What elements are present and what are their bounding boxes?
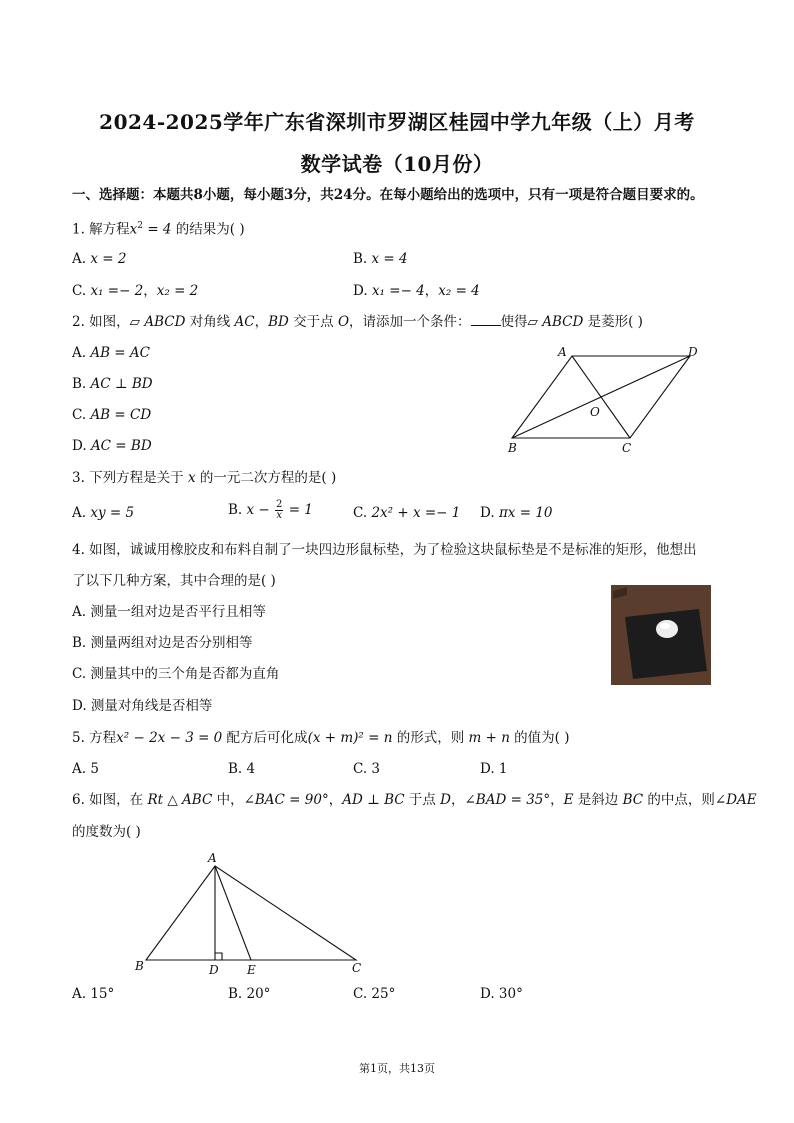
q4-option-c[interactable]: C. 测量其中的三个角是否都为直角 [72, 666, 280, 682]
point-label-o: O [590, 405, 600, 419]
right-triangle-figure [130, 848, 370, 978]
q3-option-c[interactable]: C. 2x² + x =− 1 [353, 505, 461, 521]
answer-blank[interactable] [471, 314, 501, 326]
q1-stem: 1. 解方程$x^2 = 4$ 的结果为( ) [72, 221, 245, 238]
q6-stem-line1: 6. 如图，在 Rt △ ABC 中，∠BAC = 90°，AD ⊥ BC 于点 D，∠BAD = 35°，E 是斜边 BC 的中点，则∠DAE [72, 792, 757, 808]
q5-stem: 5. 方程x² − 2x − 3 = 0 配方后可化成(x + m)² = n 的形式，则 m + n 的值为( ) [72, 730, 570, 746]
q3-option-b[interactable]: B. x − $\frac{2}{x}$ = 1 [228, 499, 313, 521]
page-footer: 第1页，共13页 [359, 1062, 435, 1075]
q1-option-d[interactable]: D. x₁ =− 4，x₂ = 4 [353, 283, 480, 299]
q4-option-b[interactable]: B. 测量两组对边是否分别相等 [72, 635, 253, 651]
q5-option-b[interactable]: B. 4 [228, 761, 256, 777]
mouse-pad-photo [611, 585, 711, 685]
vertex-label-a: A [558, 345, 567, 359]
diagonal-bd [512, 356, 690, 438]
fraction-2-over-x: $\frac{2}{x}$ [276, 499, 283, 521]
point-label-d: D [209, 963, 219, 977]
vertex-label-c: C [352, 961, 362, 975]
q4-stem-line2: 了以下几种方案，其中合理的是( ) [72, 573, 276, 589]
q5-option-a[interactable]: A. 5 [72, 761, 99, 777]
q5-option-d[interactable]: D. 1 [480, 761, 508, 777]
q6-option-a[interactable]: A. 15° [72, 986, 115, 1002]
paper-title-line1: 2024-2025学年广东省深圳市罗湖区桂园中学九年级（上）月考 [99, 110, 695, 134]
point-label-e: E [247, 963, 256, 977]
vertex-label-b: B [135, 959, 144, 973]
q6-option-d[interactable]: D. 30° [480, 986, 523, 1002]
vertex-label-a: A [208, 851, 217, 865]
section-1-heading: 一、选择题：本题共8小题，每小题3分，共24分。在每小题给出的选项中，只有一项是符合题目要求的。 [72, 187, 704, 203]
vertex-label-b: B [508, 441, 517, 455]
q4-option-a[interactable]: A. 测量一组对边是否平行且相等 [72, 604, 266, 620]
q2-option-a[interactable]: A. AB = AC [72, 345, 150, 361]
paper-title-line2: 数学试卷（10月份） [300, 152, 494, 176]
vertex-label-d: D [688, 345, 698, 359]
q2-stem: 2. 如图，▱ ABCD 对角线 AC，BD 交于点 O，请添加一个条件： 使得▱ ABCD 是菱形( ) [72, 314, 643, 330]
q5-option-c[interactable]: C. 3 [353, 761, 381, 777]
right-angle-mark [215, 953, 222, 960]
triangle-abc [146, 866, 356, 960]
parallelogram-figure [500, 344, 715, 456]
q3-option-a[interactable]: A. xy = 5 [72, 505, 135, 521]
q6-option-c[interactable]: C. 25° [353, 986, 396, 1002]
q4-stem-line1: 4. 如图，诚诚用橡胶皮和布料自制了一块四边形鼠标垫，为了检验这块鼠标垫是不是标准的矩形，他想出 [72, 542, 697, 558]
q6-stem-line2: 的度数为( ) [72, 824, 141, 840]
median-ae [215, 866, 251, 960]
q3-stem: 3. 下列方程是关于 x 的一元二次方程的是( ) [72, 470, 337, 486]
q6-option-b[interactable]: B. 20° [228, 986, 271, 1002]
q4-option-d[interactable]: D. 测量对角线是否相等 [72, 698, 213, 714]
mouse-pad [625, 609, 707, 679]
q2-option-c[interactable]: C. AB = CD [72, 407, 152, 423]
q2-option-d[interactable]: D. AC = BD [72, 438, 152, 454]
mouse-icon [656, 620, 678, 638]
q1-option-c[interactable]: C. x₁ =− 2，x₂ = 2 [72, 283, 199, 299]
q3-option-d[interactable]: D. πx = 10 [480, 505, 553, 521]
q1-option-b[interactable]: B. x = 4 [353, 251, 408, 267]
vertex-label-c: C [622, 441, 632, 455]
q1-option-a[interactable]: A. x = 2 [72, 251, 127, 267]
q2-option-b[interactable]: B. AC ⊥ BD [72, 376, 153, 392]
